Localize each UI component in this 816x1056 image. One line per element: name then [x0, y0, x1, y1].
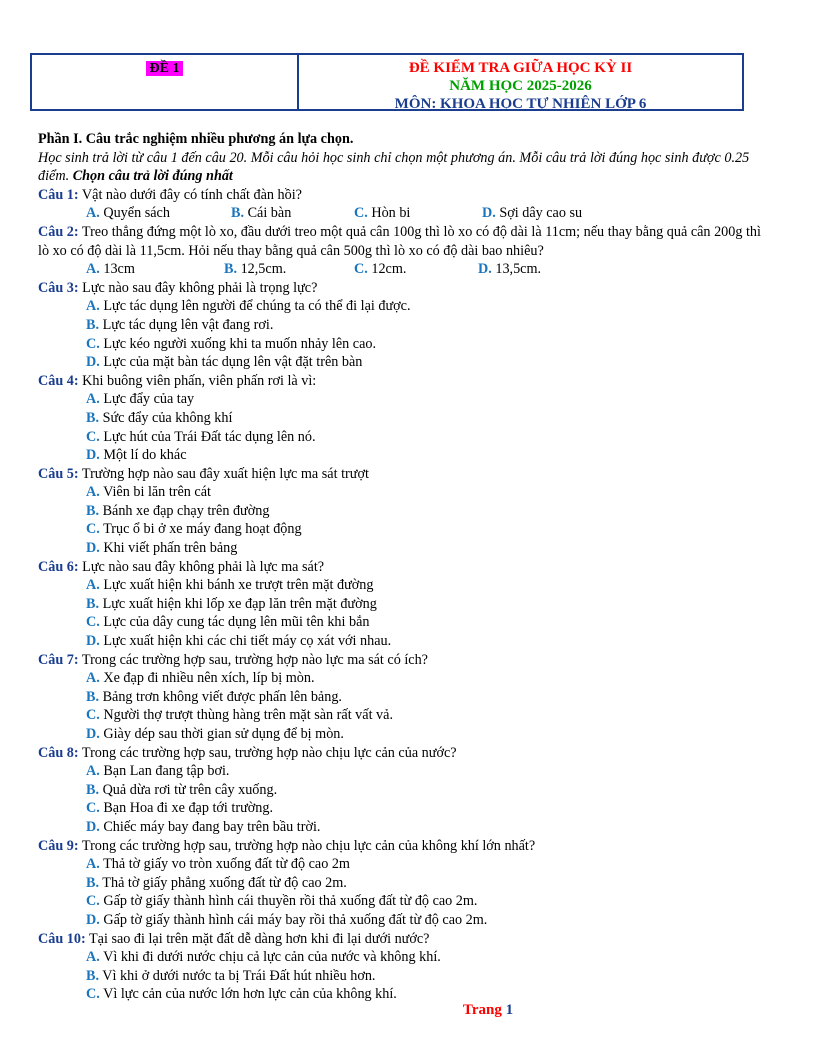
option-list: [38, 762, 768, 836]
question-text: Trường hợp nào sau đây xuất hiện lực ma sát trượt: [78, 465, 369, 482]
option-text: Lực tác dụng lên vật đang rơi.: [99, 316, 274, 333]
question-item: [38, 372, 768, 465]
option-letter: D.: [86, 354, 100, 371]
question-number: Câu 9:: [38, 837, 79, 854]
part-instructions: [38, 149, 768, 186]
question-number: Câu 7:: [38, 651, 79, 668]
answer-option[interactable]: [38, 539, 768, 558]
option-letter: C.: [86, 521, 100, 538]
option-text: Thả tờ giấy vo tròn xuống đất từ độ cao 2m: [99, 856, 350, 873]
instructions-emphasis: Chọn câu trả lời đúng nhất: [72, 168, 233, 185]
question-text: Vật nào dưới đây có tính chất đàn hồi?: [78, 186, 302, 203]
option-row: [38, 260, 768, 279]
option-text: Gấp tờ giấy thành hình cái máy bay rồi thả xuống đất từ độ cao 2m.: [99, 911, 488, 928]
answer-option[interactable]: [38, 428, 768, 447]
exam-title-cell: [299, 55, 742, 112]
option-letter: C.: [86, 335, 100, 352]
option-text: Vì khi đi dưới nước chịu cả lực cản của nước và không khí.: [99, 949, 441, 966]
question-number: Câu 5:: [38, 465, 79, 482]
option-text: Gấp tờ giấy thành hình cái thuyền rồi thả xuống đất từ độ cao 2m.: [99, 893, 478, 910]
option-letter: D.: [86, 447, 100, 464]
option-text: Chiếc máy bay đang bay trên bầu trời.: [99, 818, 321, 835]
option-letter: A.: [86, 205, 100, 222]
option-list: [38, 855, 768, 929]
option-letter: A.: [86, 763, 100, 780]
option-text: Xe đạp đi nhiều nên xích, líp bị mòn.: [99, 670, 315, 687]
option-text: Bạn Hoa đi xe đạp tới trường.: [99, 800, 274, 817]
option-text: Bạn Lan đang tập bơi.: [99, 763, 230, 780]
option-letter: C.: [86, 428, 100, 445]
question-stem: [38, 837, 768, 856]
question-text: Trong các trường hợp sau, trường hợp nào chịu lực cản của nước?: [78, 744, 457, 761]
exam-title: ĐỀ KIỂM TRA GIỮA HỌC KỲ II: [408, 60, 633, 76]
answer-option[interactable]: [38, 446, 768, 465]
option-letter: B.: [86, 967, 100, 984]
answer-option[interactable]: [38, 297, 768, 316]
answer-option[interactable]: [478, 260, 541, 279]
option-text: Trục ổ bi ở xe máy đang hoạt động: [99, 521, 302, 538]
question-item: [38, 744, 768, 837]
answer-option[interactable]: [38, 688, 768, 707]
question-stem: [38, 930, 768, 949]
answer-option[interactable]: [38, 967, 768, 986]
question-stem: [38, 744, 768, 763]
option-text: Quả dừa rơi từ trên cây xuống.: [99, 781, 278, 798]
option-text: Vì khi ở dưới nước ta bị Trái Đất hút nhiều hơn.: [99, 967, 376, 984]
answer-option[interactable]: [354, 204, 410, 223]
option-letter: B.: [86, 502, 100, 519]
question-text: Tại sao đi lại trên mặt đất dễ dàng hơn khi đi lại dưới nước?: [85, 930, 430, 947]
answer-option[interactable]: [38, 595, 768, 614]
answer-option[interactable]: [38, 818, 768, 837]
question-text: Khi buông viên phấn, viên phấn rơi là vì:: [78, 372, 317, 389]
option-text: Hòn bi: [367, 205, 411, 222]
answer-option[interactable]: [354, 260, 406, 279]
option-letter: B.: [86, 409, 100, 426]
question-item: [38, 279, 768, 372]
question-text: Trong các trường hợp sau, trường hợp nào chịu lực cản của không khí lớn nhất?: [78, 837, 536, 854]
option-text: Bảng trơn không viết được phấn lên bảng.: [99, 688, 342, 705]
page-number: 1: [505, 1002, 514, 1018]
option-letter: B.: [86, 595, 100, 612]
option-text: 12cm.: [367, 261, 407, 278]
option-text: Lực hút của Trái Đất tác dụng lên nó.: [99, 428, 316, 445]
option-letter: A.: [86, 577, 100, 594]
question-stem: [38, 465, 768, 484]
question-stem: [38, 651, 768, 670]
option-letter: B.: [86, 781, 100, 798]
option-letter: A.: [86, 391, 100, 408]
answer-option[interactable]: [38, 613, 768, 632]
answer-option[interactable]: [38, 725, 768, 744]
answer-option[interactable]: [231, 204, 291, 223]
question-number: Câu 4:: [38, 372, 79, 389]
option-list: [38, 948, 768, 1004]
page-label: Trang: [462, 1002, 502, 1018]
answer-option[interactable]: [38, 576, 768, 595]
option-text: Vì lực cản của nước lớn hơn lực cản của không khí.: [99, 986, 397, 1003]
option-row: [38, 204, 768, 223]
option-text: 13cm: [99, 261, 135, 278]
option-letter: D.: [478, 261, 492, 278]
option-text: Khi viết phấn trên bảng: [99, 540, 238, 557]
option-letter: A.: [86, 949, 100, 966]
option-list: [38, 576, 768, 650]
question-number: Câu 10:: [38, 930, 86, 947]
answer-option[interactable]: [38, 502, 768, 521]
question-number: Câu 2:: [38, 223, 79, 240]
answer-option[interactable]: [38, 390, 768, 409]
subject-title: MÔN: KHOA HỌC TỰ NHIÊN LỚP 6: [394, 96, 647, 112]
answer-option[interactable]: [224, 260, 286, 279]
part-title: Phần I. Câu trắc nghiệm nhiều phương án lựa chọn.: [38, 131, 354, 147]
option-list: [38, 483, 768, 557]
question-text: Trong các trường hợp sau, trường hợp nào lực ma sát có ích?: [78, 651, 428, 668]
option-letter: D.: [86, 911, 100, 928]
option-list: [38, 390, 768, 464]
question-number: Câu 3:: [38, 279, 79, 296]
answer-option[interactable]: [38, 632, 768, 651]
exam-code-label: ĐỀ 1: [146, 61, 184, 76]
option-text: Lực xuất hiện khi bánh xe trượt trên mặt đường: [99, 577, 374, 594]
option-letter: B.: [86, 688, 100, 705]
question-list: [38, 186, 768, 1004]
question-stem: [38, 372, 768, 391]
question-item: [38, 223, 768, 279]
answer-option[interactable]: [38, 669, 768, 688]
answer-option[interactable]: [38, 855, 768, 874]
question-item: [38, 930, 768, 1004]
option-letter: C.: [86, 986, 100, 1003]
option-letter: C.: [86, 893, 100, 910]
option-text: Lực của dây cung tác dụng lên mũi tên khi bắn: [99, 614, 370, 631]
question-text: Treo thẳng đứng một lò xo, đầu dưới treo một quả cân 100g thì lò xo có độ dài là 11cm; nếu thay bằng quả cân 200g thì lò xo có độ dài là 11,5cm. Hỏi nếu thay bằng quả cân 500g thì lò xo có độ dài bao nhiêu?: [38, 223, 761, 259]
option-list: [38, 669, 768, 743]
answer-option[interactable]: [38, 706, 768, 725]
option-letter: A.: [86, 484, 100, 501]
question-stem: [38, 279, 768, 298]
option-text: Một lí do khác: [99, 447, 187, 464]
answer-option[interactable]: [38, 911, 768, 930]
option-text: Thả tờ giấy phẳng xuống đất từ độ cao 2m.: [99, 874, 347, 891]
option-text: Lực tác dụng lên người để chúng ta có thể đi lại được.: [99, 298, 411, 315]
answer-option[interactable]: [38, 353, 768, 372]
option-letter: B.: [86, 316, 100, 333]
option-text: Sức đẩy của không khí: [99, 409, 233, 426]
option-text: Lực đẩy của tay: [99, 391, 195, 408]
option-letter: D.: [86, 540, 100, 557]
answer-option[interactable]: [38, 874, 768, 893]
answer-option[interactable]: [38, 892, 768, 911]
question-number: Câu 8:: [38, 744, 79, 761]
option-list: [38, 297, 768, 371]
question-item: [38, 837, 768, 930]
exam-header-table: [30, 53, 744, 111]
question-stem: [38, 558, 768, 577]
answer-option[interactable]: [38, 483, 768, 502]
answer-option[interactable]: [38, 762, 768, 781]
option-text: Người thợ trượt thùng hàng trên mặt sàn rất vất vả.: [99, 707, 393, 724]
answer-option[interactable]: [38, 316, 768, 335]
option-text: Quyển sách: [99, 205, 170, 222]
option-letter: C.: [86, 707, 100, 724]
question-item: [38, 465, 768, 558]
question-stem: [38, 186, 768, 205]
option-letter: D.: [86, 633, 100, 650]
option-text: Viên bi lăn trên cát: [99, 484, 211, 501]
option-letter: A.: [86, 298, 100, 315]
option-letter: A.: [86, 670, 100, 687]
answer-option[interactable]: [482, 204, 582, 223]
option-text: Cái bàn: [244, 205, 292, 222]
option-letter: C.: [86, 800, 100, 817]
option-letter: B.: [231, 205, 245, 222]
option-text: Lực xuất hiện khi các chi tiết máy cọ xát với nhau.: [99, 633, 392, 650]
question-number: Câu 1:: [38, 186, 79, 203]
option-text: Bánh xe đạp chạy trên đường: [99, 502, 270, 519]
answer-option[interactable]: [38, 948, 768, 967]
answer-option[interactable]: [86, 260, 135, 279]
answer-option[interactable]: [38, 335, 768, 354]
page-footer: [0, 1002, 816, 1019]
option-letter: B.: [86, 874, 100, 891]
option-text: 13,5cm.: [491, 261, 542, 278]
option-letter: D.: [482, 205, 496, 222]
exam-content: [38, 130, 768, 1004]
answer-option[interactable]: [86, 204, 170, 223]
option-text: Lực kéo người xuống khi ta muốn nhảy lên cao.: [99, 335, 377, 352]
answer-option[interactable]: [38, 799, 768, 818]
option-letter: B.: [224, 261, 238, 278]
option-letter: C.: [86, 614, 100, 631]
option-text: Lực xuất hiện khi lốp xe đạp lăn trên mặt đường: [99, 595, 377, 612]
option-text: Giày dép sau thời gian sử dụng để bị mòn.: [99, 726, 344, 742]
option-letter: D.: [86, 818, 100, 835]
answer-option[interactable]: [38, 409, 768, 428]
answer-option[interactable]: [38, 520, 768, 539]
option-text: Sợi dây cao su: [495, 205, 583, 222]
question-number: Câu 6:: [38, 558, 79, 575]
option-letter: A.: [86, 856, 100, 873]
question-stem: [38, 223, 768, 260]
exam-code-cell: [32, 55, 299, 109]
instructions-text: Học sinh trả lời từ câu 1 đến câu 20. Mỗi câu hỏi học sinh chỉ chọn một phương án. Mỗi câu trả lời đúng học sinh được 0.25 điểm.: [38, 149, 750, 185]
option-text: Lực của mặt bàn tác dụng lên vật đặt trên bàn: [99, 354, 363, 371]
question-text: Lực nào sau đây không phải là lực ma sát?: [78, 558, 325, 575]
option-letter: C.: [354, 261, 368, 278]
option-text: 12,5cm.: [237, 261, 287, 278]
option-letter: C.: [354, 205, 368, 222]
option-letter: A.: [86, 261, 100, 278]
question-text: Lực nào sau đây không phải là trọng lực?: [78, 279, 318, 296]
question-item: [38, 558, 768, 651]
question-item: [38, 651, 768, 744]
option-letter: D.: [86, 726, 100, 742]
school-year: NĂM HỌC 2025-2026: [449, 78, 592, 94]
answer-option[interactable]: [38, 781, 768, 800]
question-item: [38, 186, 768, 223]
